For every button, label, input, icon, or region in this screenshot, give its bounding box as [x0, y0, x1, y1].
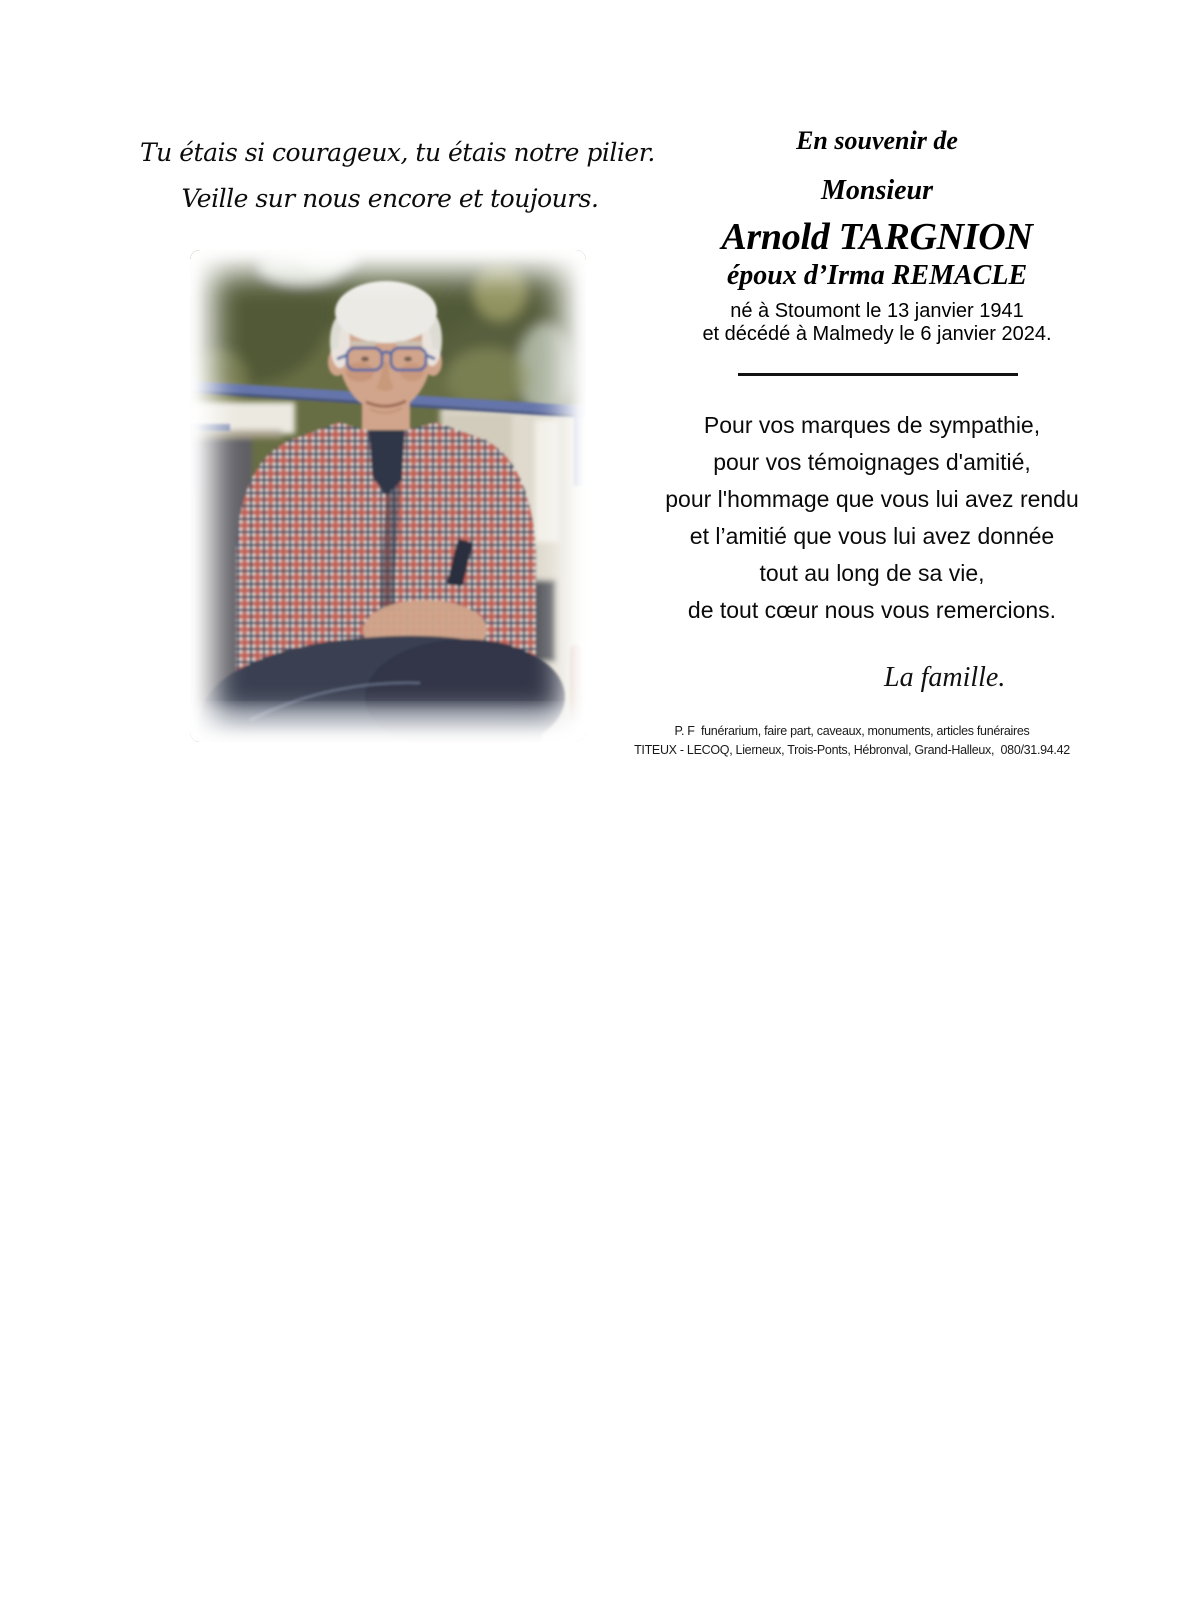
- memorial-intro: En souvenir de: [796, 126, 958, 155]
- portrait-photo: [190, 250, 586, 742]
- memorial-quote: [140, 130, 655, 222]
- thanks-line: et l’amitié que vous lui avez donnée: [689, 523, 1055, 549]
- funeral-home-services-line: P. F funérarium, faire part, caveaux, monuments, articles funéraires: [674, 724, 1030, 738]
- thanks-paragraph: [630, 407, 1114, 629]
- family-signature: La famille.: [884, 662, 1006, 693]
- thanks-line: pour vos témoignages d'amitié,: [713, 449, 1031, 475]
- thanks-line: pour l'hommage que vous lui avez rendu: [665, 486, 1079, 512]
- thanks-line: Pour vos marques de sympathie,: [703, 412, 1041, 438]
- quote-line-1: Tu étais si courageux, tu étais notre pilier.: [140, 138, 655, 167]
- spouse-line: époux d’Irma REMACLE: [726, 260, 1028, 291]
- photo-bottom-haze: [190, 705, 586, 742]
- death-line: et décédé à Malmedy le 6 janvier 2024.: [702, 323, 1052, 345]
- photo-wash-overlay: [190, 250, 586, 742]
- thanks-line: de tout cœur nous vous remercions.: [687, 597, 1057, 623]
- deceased-name: Arnold TARGNION: [721, 216, 1033, 258]
- funeral-home-locations-line: TITEUX - LECOQ, Lierneux, Trois-Ponts, Hébronval, Grand-Halleux, 080/31.94.42: [634, 743, 1070, 757]
- divider-line: [738, 362, 1018, 376]
- portrait-photo-illustration: [190, 250, 586, 742]
- funeral-home-info: [613, 722, 1091, 760]
- quote-line-2: Veille sur nous encore et toujours.: [181, 184, 599, 213]
- memorial-title: Monsieur: [820, 175, 934, 206]
- thanks-line: tout au long de sa vie,: [759, 560, 985, 586]
- birth-line: né à Stoumont le 13 janvier 1941: [730, 300, 1024, 322]
